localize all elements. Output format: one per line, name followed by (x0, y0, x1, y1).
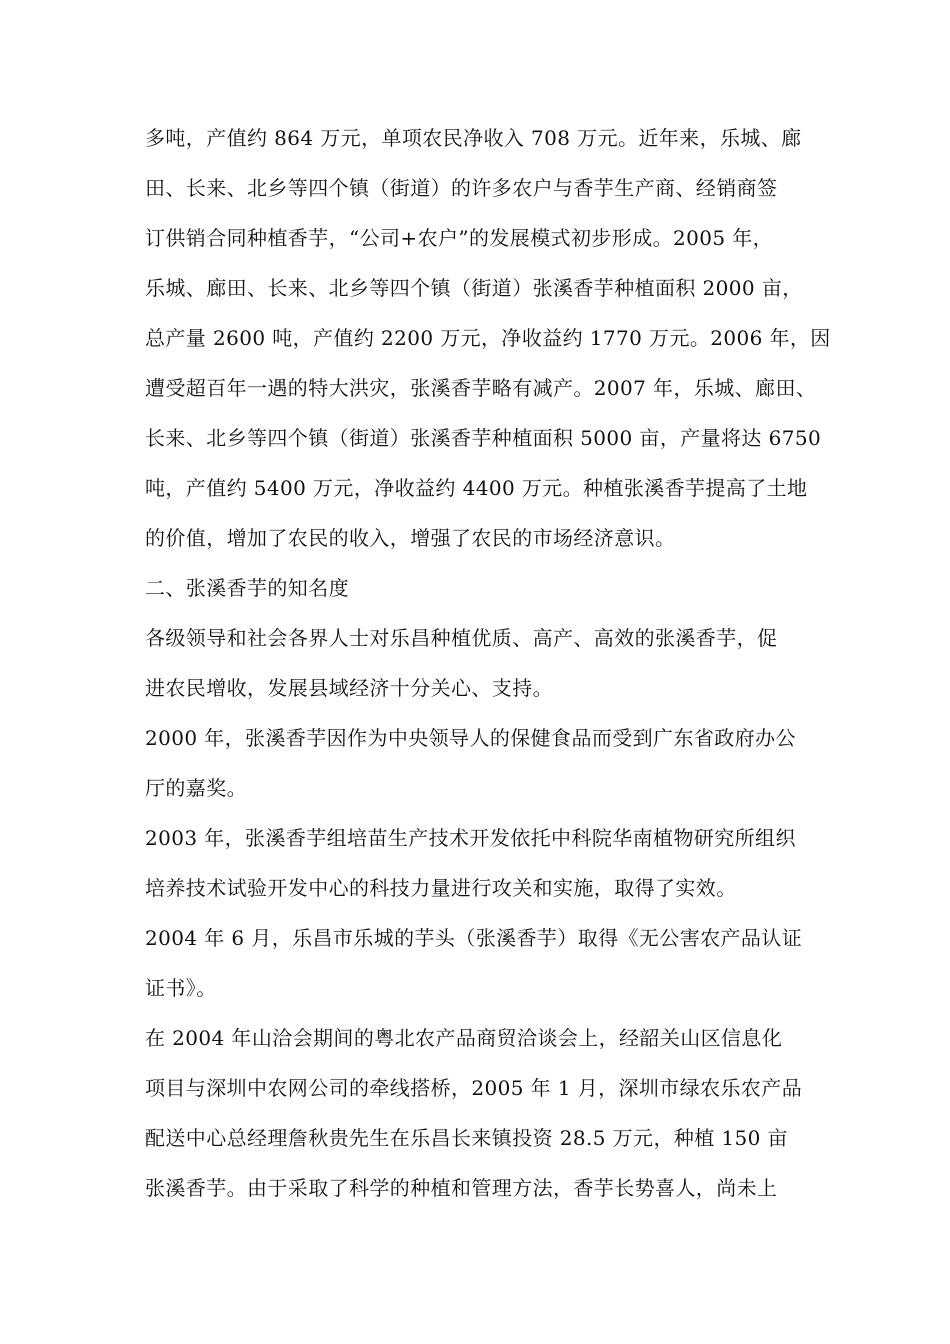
section-heading: 二、张溪香芋的知名度 (145, 576, 349, 600)
body-text-line: 遭受超百年一遇的特大洪灾，张溪香芋略有减产。2007 年，乐城、廊田、 (145, 376, 817, 400)
body-text-line: 总产量 2600 吨，产值约 2200 万元，净收益约 1770 万元。2006 年，因 (145, 326, 831, 350)
body-text-line: 张溪香芋。由于采取了科学的种植和管理方法，香芋长势喜人，尚未上 (145, 1176, 778, 1200)
body-text-line: 多吨，产值约 864 万元，单项农民净收入 708 万元。近年来，乐城、廊 (145, 126, 802, 150)
body-text-line: 配送中心总经理詹秋贵先生在乐昌长来镇投资 28.5 万元，种植 150 亩 (145, 1126, 788, 1150)
body-text-line: 项目与深圳中农网公司的牵线搭桥，2005 年 1 月，深圳市绿农乐农产品 (145, 1076, 803, 1100)
body-text-line: 培养技术试验开发中心的科技力量进行攻关和实施，取得了实效。 (145, 876, 737, 900)
body-text-line: 的价值，增加了农民的收入，增强了农民的市场经济意识。 (145, 526, 676, 550)
body-text-line: 2004 年 6 月，乐昌市乐城的芋头（张溪香芋）取得《无公害农产品认证 (145, 926, 803, 950)
body-text-line: 乐城、廊田、长来、北乡等四个镇（街道）张溪香芋种植面积 2000 亩， (145, 276, 803, 300)
body-text-line: 各级领导和社会各界人士对乐昌种植优质、高产、高效的张溪香芋，促 (145, 626, 778, 650)
body-text-line: 厅的嘉奖。 (145, 776, 247, 800)
body-text-line: 证书》。 (145, 976, 217, 1000)
body-text-line: 在 2004 年山洽会期间的粤北农产品商贸洽谈会上，经韶关山区信息化 (145, 1026, 783, 1050)
body-text-line: 吨，产值约 5400 万元，净收益约 4400 万元。种植张溪香芋提高了土地 (145, 476, 808, 500)
body-text-line: 2003 年，张溪香芋组培苗生产技术开发依托中科院华南植物研究所组织 (145, 826, 796, 850)
body-text-line: 进农民增收，发展县域经济十分关心、支持。 (145, 676, 553, 700)
body-text-line: 田、长来、北乡等四个镇（街道）的许多农户与香芋生产商、经销商签 (145, 176, 778, 200)
body-text-line: 订供销合同种植香芋，“公司+农户”的发展模式初步形成。2005 年， (145, 226, 774, 250)
body-text-line: 长来、北乡等四个镇（街道）张溪香芋种植面积 5000 亩，产量将达 6750 (145, 426, 822, 450)
body-text-line: 2000 年，张溪香芋因作为中央领导人的保健食品而受到广东省政府办公 (145, 726, 796, 750)
